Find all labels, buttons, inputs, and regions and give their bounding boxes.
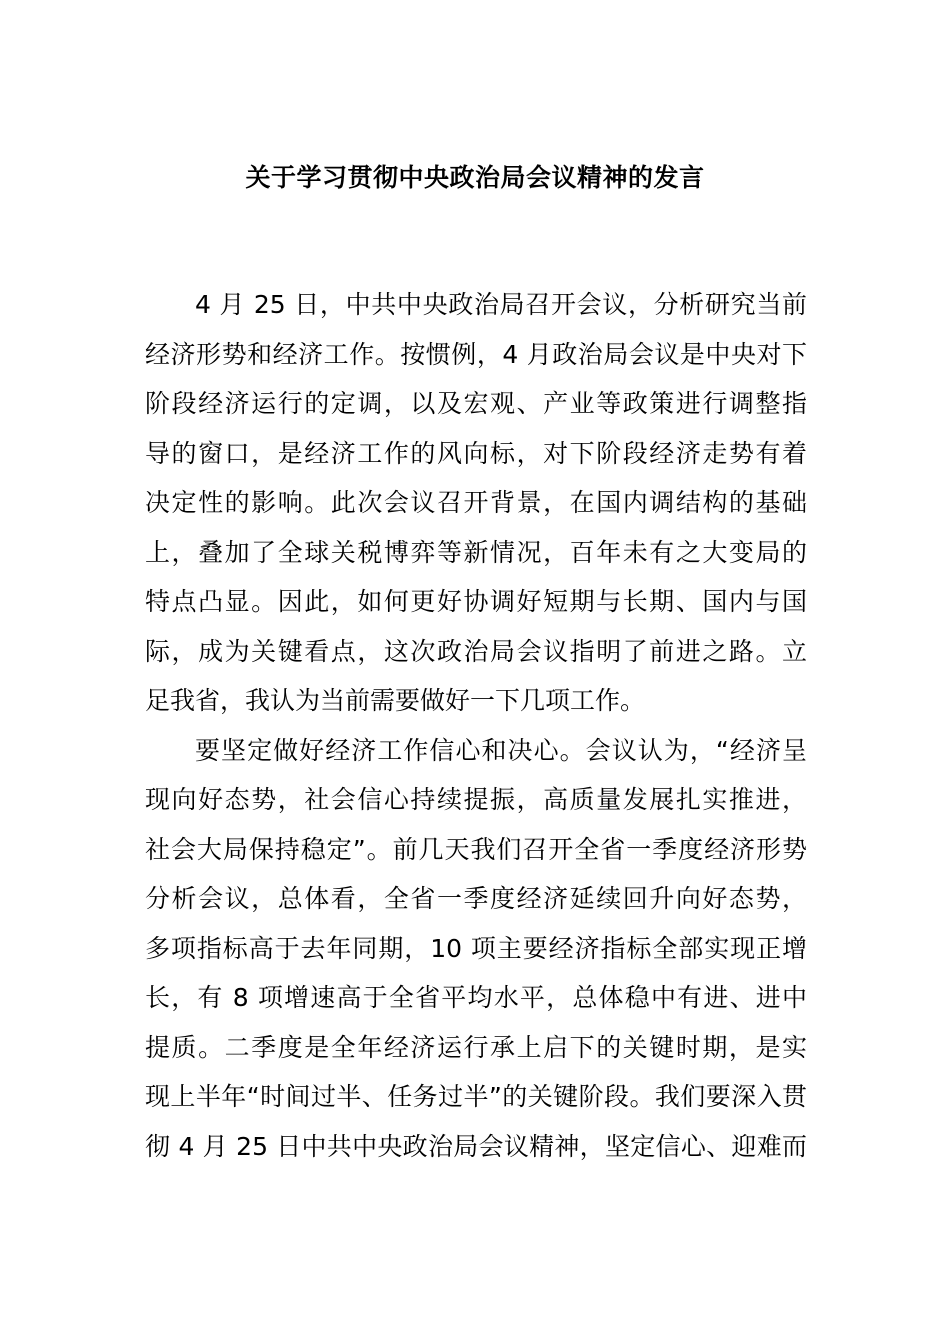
text-line: 导的窗口，是经济工作的风向标，对下阶段经济走势有着 [145,438,807,468]
text-line: 现向好态势，社会信心持续提振，高质量发展扎实推进， [145,785,807,814]
text-line: 特点凸显。因此，如何更好协调好短期与长期、国内与国 [145,587,807,616]
text-line: 分析会议，总体看，全省一季度经济延续回升向好态势， [145,884,807,913]
text-line: 现上半年“时间过半、任务过半”的关键阶段。我们要深入贯 [145,1082,807,1111]
text-line: 经济形势和经济工作。按惯例，4 月政治局会议是中央对下 [145,339,807,369]
document-title: 关于学习贯彻中央政治局会议精神的发言 [245,163,705,192]
text-line: 提质。二季度是全年经济运行承上启下的关键时期，是实 [145,1032,807,1062]
paragraph-2 [145,726,807,1172]
text-line: 多项指标高于去年同期，10 项主要经济指标全部实现正增 [145,933,807,963]
text-line: 要坚定做好经济工作信心和决心。会议认为，“经济呈 [195,735,807,765]
text-line: 际，成为关键看点，这次政治局会议指明了前进之路。立 [145,636,807,666]
text-line: 阶段经济运行的定调，以及宏观、产业等政策进行调整指 [145,389,807,418]
text-line: 长，有 8 项增速高于全省平均水平，总体稳中有进、进中 [145,983,807,1012]
text-line: 社会大局保持稳定”。前几天我们召开全省一季度经济形势 [145,834,807,864]
text-line: 足我省，我认为当前需要做好一下几项工作。 [145,686,646,715]
document-body [145,280,807,1171]
paragraph-1 [145,280,807,726]
text-line: 上，叠加了全球关税博弈等新情况，百年未有之大变局的 [145,537,807,567]
text-line: 决定性的影响。此次会议召开背景，在国内调结构的基础 [145,488,807,517]
text-line: 4 月 25 日，中共中央政治局召开会议，分析研究当前 [195,290,807,319]
text-line: 彻 4 月 25 日中共中央政治局会议精神，坚定信心、迎难而 [145,1131,807,1161]
